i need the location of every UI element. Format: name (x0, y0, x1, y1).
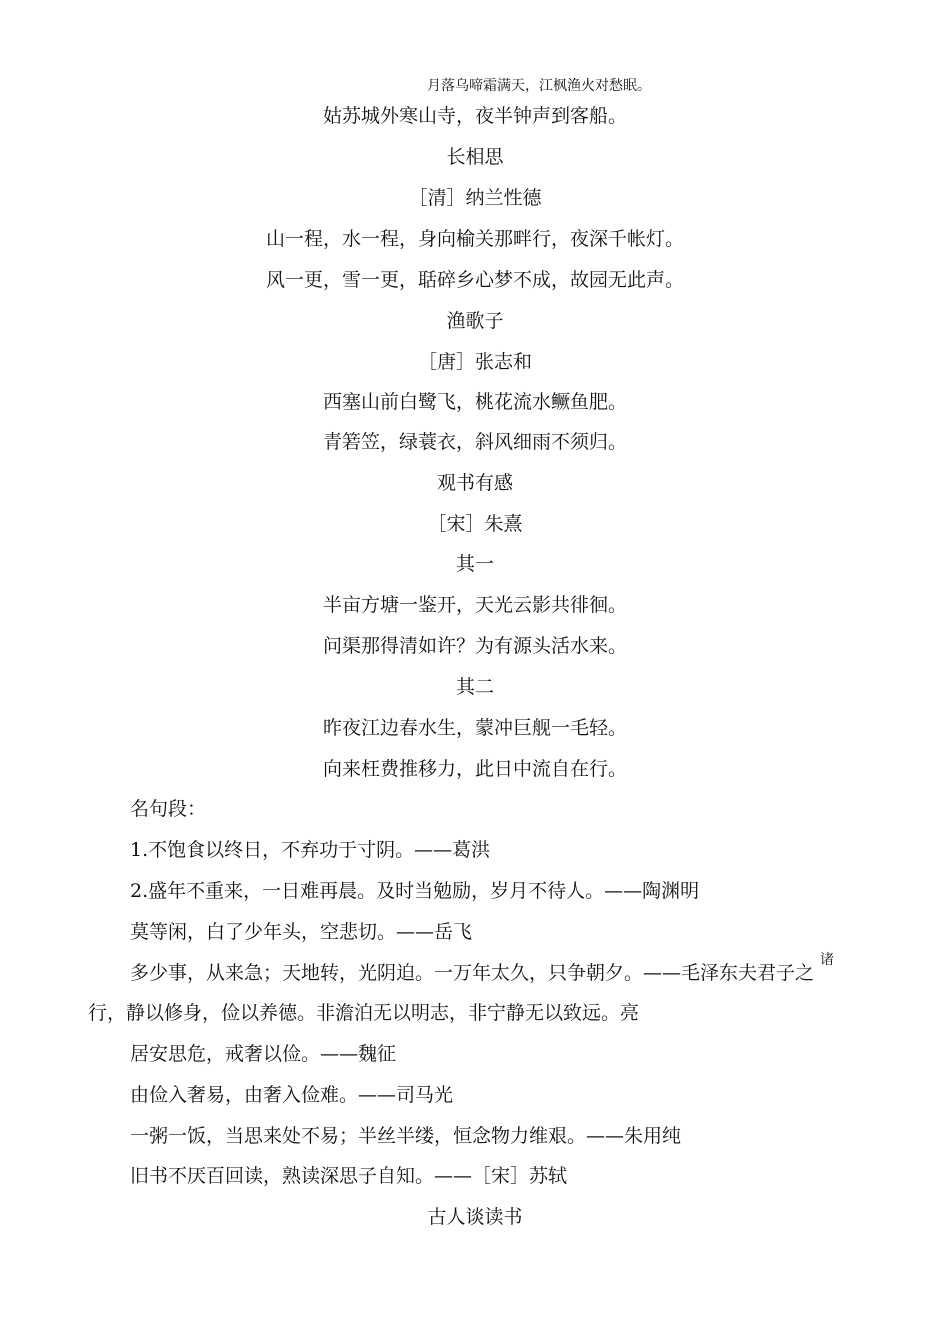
quote-line: 1.不饱食以终日，不弃功于寸阴。——葛洪 (130, 839, 491, 861)
poem-section-label: 其一 (455, 553, 494, 575)
poem-author: ［唐］张志和 (417, 351, 532, 373)
poem-line: 昨夜江边春水生，蒙冲巨舰一毛轻。 (322, 717, 627, 739)
section-heading: 古人谈读书 (427, 1206, 523, 1228)
poem-line: 半亩方塘一鉴开，天光云影共徘徊。 (322, 594, 627, 616)
poem-author: ［宋］朱熹 (427, 513, 523, 535)
poem-line: 姑苏城外寒山寺，夜半钟声到客船。 (322, 105, 627, 127)
overlay-character: 诸 (820, 952, 834, 968)
poem-line: 问渠那得清如许？为有源头活水来。 (322, 635, 627, 657)
poem-title: 观书有感 (436, 472, 513, 494)
quote-line: 行，静以修身，俭以养德。非澹泊无以明志，非宁静无以致远。亮 (88, 1002, 640, 1024)
poem-line: 西塞山前白鹭飞，桃花流水鳜鱼肥。 (322, 391, 627, 413)
header-poem-line: 月落乌啼霜满天，江枫渔火对愁眠。 (427, 78, 651, 94)
quote-line: 旧书不厌百回读，熟读深思子自知。——［宋］苏轼 (130, 1165, 568, 1187)
poem-line: 向来枉费推移力，此日中流自在行。 (322, 758, 627, 780)
quote-line: 由俭入奢易，由奢入俭难。——司马光 (130, 1084, 454, 1106)
poem-line: 青箬笠，绿蓑衣，斜风细雨不须归。 (322, 431, 627, 453)
poem-author: ［清］纳兰性德 (408, 187, 542, 209)
quote-line: 2.盛年不重来，一日难再晨。及时当勉励，岁月不待人。——陶渊明 (130, 880, 700, 902)
poem-title: 渔歌子 (446, 310, 504, 332)
quote-line: 多少事，从来急；天地转，光阴迫。一万年太久，只争朝夕。——毛泽东夫君子之 (130, 962, 815, 984)
poem-section-label: 其二 (455, 676, 494, 698)
quote-line: 莫等闲，白了少年头，空悲切。——岳飞 (130, 921, 473, 943)
poem-line: 山一程，水一程，身向榆关那畔行，夜深千帐灯。 (265, 228, 684, 250)
quotes-heading: 名句段： (130, 798, 207, 820)
quote-line: 居安思危，戒奢以俭。——魏征 (130, 1043, 397, 1065)
quote-line: 一粥一饭，当思来处不易；半丝半缕，恒念物力维艰。——朱用纯 (130, 1125, 682, 1147)
poem-line: 风一更，雪一更，聒碎乡心梦不成，故园无此声。 (265, 269, 684, 291)
poem-title: 长相思 (446, 146, 504, 168)
